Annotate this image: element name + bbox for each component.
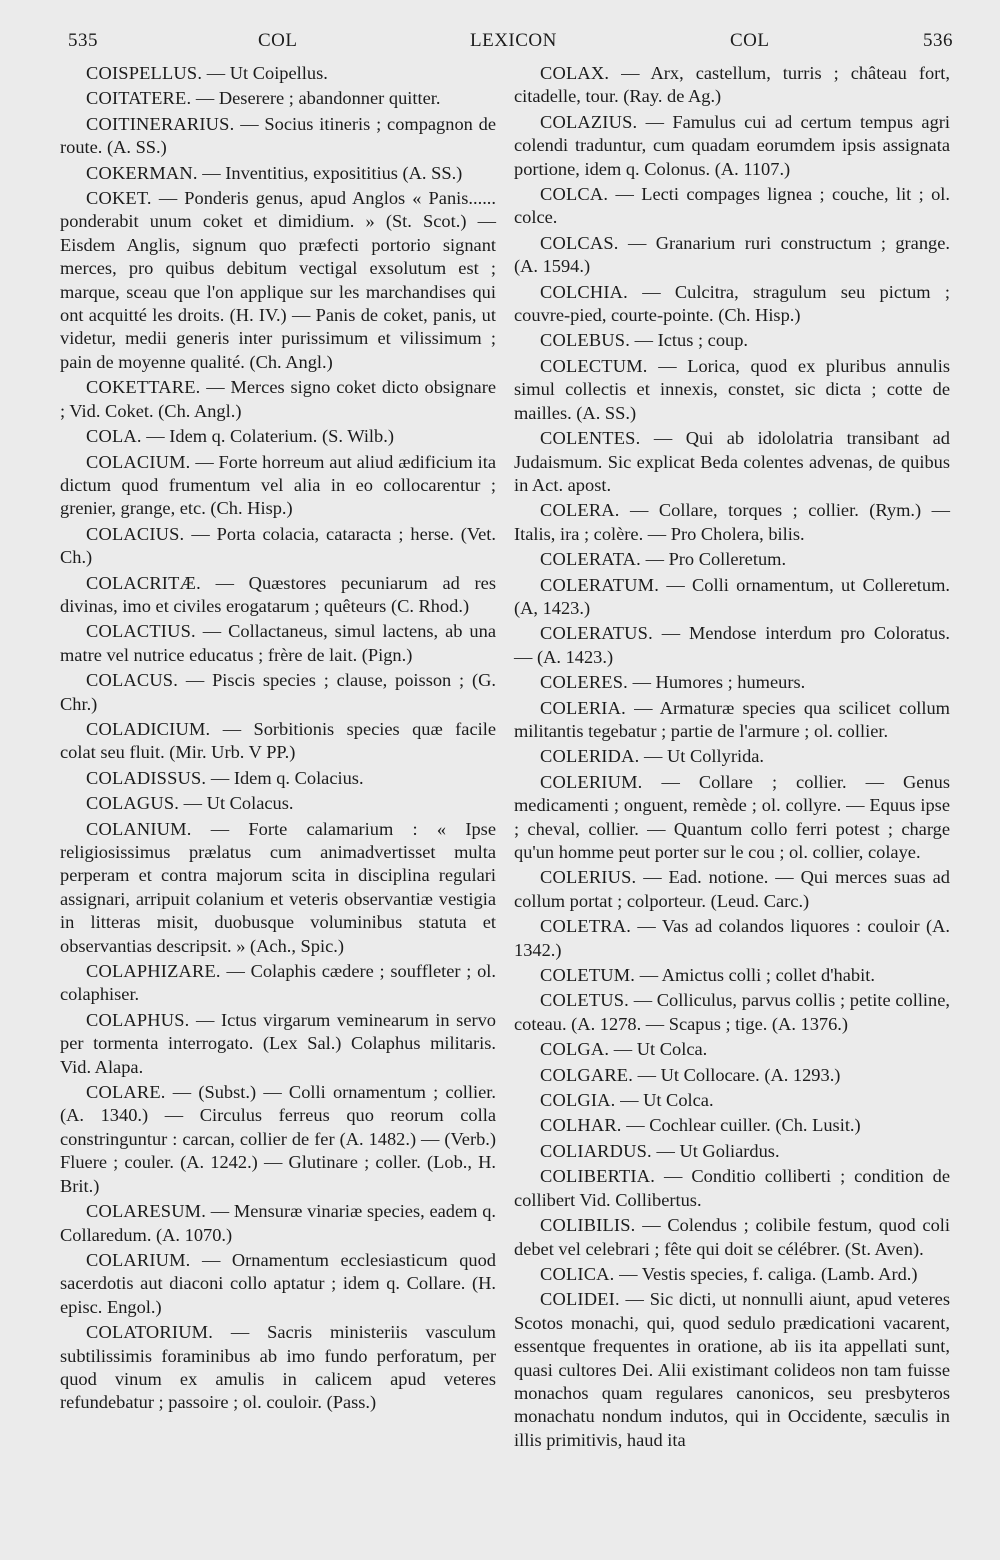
entry-headword: COLERA.: [540, 500, 620, 521]
entry-definition: — Vestis species, f. caliga. (Lamb. Ard.): [619, 1263, 918, 1284]
entry-headword: COLARE.: [86, 1082, 166, 1103]
entry-definition: — Collactaneus, simul lactens, ab una matre vel nutrice educatus ; frère de lait. (Pign.): [60, 621, 496, 665]
dictionary-entry: [514, 866, 950, 913]
entry-definition: — Mendose interdum pro Coloratus. — (A. 1423.): [514, 623, 950, 667]
entry-headword: COLCA.: [540, 184, 609, 205]
dictionary-entry: [514, 1288, 950, 1452]
dictionary-entry: [60, 425, 496, 448]
entry-definition: — Ut Goliardus.: [656, 1140, 780, 1161]
entry-definition: — Pro Colleretum.: [645, 549, 787, 570]
entry-headword: COLAPHUS.: [86, 1009, 190, 1030]
entry-definition: — Forte calamarium : « Ipse religiosissimus prælatus cum animadvertisset multa perperam et contra majorum scita in disciplina regulari assignari, arripuit colanium et veteris observantiæ vestigia in litteras misit, duobusque voluminibus statuta et observantias descripsit. » (Ach., Spic.): [60, 818, 496, 956]
entry-headword: COKET.: [86, 188, 152, 209]
dictionary-entry: [514, 1165, 950, 1212]
dictionary-entry: [60, 87, 496, 110]
entry-definition: — Ponderis genus, apud Anglos « Panis...... ponderabit unum coket et dimidium. » (St. Scot.) — Eisdem Anglis, signum quo præfecti portorio signant merces, pro quibus debitum vectigal exsolutum est ; marque, sceau que l'on applique sur les marchandises qui ont acquitté les droits. (H. IV.) — Panis de coket, panis, ut videtur, medii generis inter purissimum et vilissimum ; pain de moyenne qualité. (Ch. Angl.): [60, 188, 496, 372]
dictionary-entry: [60, 1200, 496, 1247]
entry-definition: — Idem q. Colaterium. (S. Wilb.): [146, 426, 394, 447]
dictionary-entry: [514, 1089, 950, 1112]
dictionary-entry: [60, 1249, 496, 1319]
entry-definition: — Ornamentum ecclesiasticum quod sacerdotis aut diaconi collo aptatur ; idem q. Collare. (H. episc. Engol.): [60, 1249, 496, 1317]
entry-headword: COLETUM.: [540, 965, 636, 986]
dictionary-entry: [514, 183, 950, 230]
entry-definition: — Piscis species ; clause, poisson ; (G. Chr.): [60, 670, 496, 714]
entry-definition: — Collare, torques ; collier. (Rym.) — Italis, ira ; colère. — Pro Cholera, bilis.: [514, 500, 950, 544]
entry-headword: COLETUS.: [540, 990, 629, 1011]
dictionary-entry: [514, 1064, 950, 1087]
dictionary-entry: [514, 964, 950, 987]
entry-headword: COLERIUS.: [540, 867, 637, 888]
dictionary-entry: [514, 62, 950, 109]
entry-definition: — Forte horreum aut aliud ædificium ita dictum quod frumentum vel alia in eo collocarentur ; grenier, grange, etc. (Ch. Hisp.): [60, 451, 496, 519]
entry-definition: — Lorica, quod ex pluribus annulis simul collectis et innexis, constet, sic dicta ; cotte de mailles. (A. SS.): [514, 355, 950, 423]
entry-headword: COLHAR.: [540, 1115, 622, 1136]
entry-definition: — Deserere ; abandonner quitter.: [195, 88, 441, 109]
entry-definition: — Collare ; collier. — Genus medicamenti ; onguent, remède ; ol. collyre. — Equus ipse ; cheval, collier. — Quantum collo ferri potest ; charge qu'un homme peut porter sur le cou ; ol. collier, colaye.: [514, 771, 950, 862]
page-number-left: 535: [68, 30, 98, 51]
dictionary-entry: [514, 548, 950, 571]
dictionary-entry: [60, 818, 496, 958]
entry-definition: — Ut Coipellus.: [206, 63, 328, 83]
entry-definition: — Ut Colca.: [620, 1090, 714, 1111]
entry-definition: — Ut Collocare. (A. 1293.): [637, 1064, 841, 1085]
dictionary-entry: [514, 915, 950, 962]
entry-definition: — Ut Collyrida.: [643, 746, 765, 767]
entry-headword: COITATERE.: [86, 88, 192, 109]
entry-headword: COLERATUS.: [540, 623, 653, 644]
dictionary-entry: [60, 1081, 496, 1198]
dictionary-entry: [514, 232, 950, 279]
dictionary-entry: [514, 771, 950, 865]
entry-headword: COLADISSUS.: [86, 767, 207, 788]
entry-definition: — Amictus colli ; collet d'habit.: [639, 965, 875, 986]
entry-headword: COLETRA.: [540, 916, 631, 937]
entry-definition: — Ut Colca.: [613, 1039, 708, 1060]
entry-headword: COLACIUM.: [86, 451, 191, 472]
running-head-right: COL: [730, 30, 770, 51]
entry-headword: COLACTIUS.: [86, 621, 196, 642]
entry-headword: COLGIA.: [540, 1090, 616, 1111]
dictionary-entry: [60, 669, 496, 716]
entry-definition: — Colendus ; colibile festum, quod coli debet vel celebrari ; fête qui doit se célébrer. (St. Aven).: [514, 1215, 950, 1259]
entry-definition: — Ictus virgarum veminearum in servo per tormenta interrogato. (Lex Sal.) Colaphus militaris. Vid. Alapa.: [60, 1009, 496, 1077]
dictionary-entry: [60, 523, 496, 570]
dictionary-entry: [60, 162, 496, 185]
dictionary-entry: [514, 745, 950, 768]
entry-definition: — Socius itineris ; compagnon de route. (A. SS.): [60, 113, 496, 158]
entry-definition: — Lecti compages lignea ; couche, lit ; ol. colce.: [514, 184, 950, 228]
entry-headword: COKETTARE.: [86, 377, 201, 398]
dictionary-entry: [514, 1038, 950, 1061]
entry-definition: — Famulus cui ad certum tempus agri colendi traduntur, cum quadam eorumdem ipsis assignata portione, idem q. Colonus. (A. 1107.): [514, 111, 950, 179]
entry-headword: COLERIA.: [540, 697, 626, 718]
entry-definition: — Humores ; humeurs.: [632, 672, 806, 693]
dictionary-entry: [514, 1140, 950, 1163]
entry-headword: COLERIUM.: [540, 771, 643, 792]
entry-headword: COLADICIUM.: [86, 718, 211, 739]
dictionary-entry: [514, 355, 950, 425]
dictionary-entry: [60, 572, 496, 619]
entry-definition: — (Subst.) — Colli ornamentum ; collier. (A. 1340.) — Circulus ferreus quo reorum colla constringuntur : carcan, collier de fer (A. 1482.) — (Verb.) Fluere ; couler. (A. 1242.) — Glutinare ; coller. (Lob., H. Brit.): [60, 1082, 496, 1196]
entry-headword: COLARESUM.: [86, 1201, 207, 1222]
page-title: LEXICON: [470, 30, 557, 51]
dictionary-entry: [60, 960, 496, 1007]
entry-headword: COKERMAN.: [86, 162, 198, 183]
entry-headword: COLACRITÆ.: [86, 572, 201, 593]
entry-definition: — Merces signo coket dicto obsignare ; Vid. Coket. (Ch. Angl.): [60, 377, 496, 421]
entry-definition: — Sacris ministeriis vasculum subtilissimis foraminibus ab imo fundo perforatum, per quod vinum ex amulis in calicem apud veteres refundebatur ; passoire ; ol. couloir. (Pass.): [60, 1322, 496, 1413]
entry-headword: COLERES.: [540, 672, 628, 693]
dictionary-entry: [514, 622, 950, 669]
entry-headword: COLEBUS.: [540, 330, 630, 351]
left-column: [60, 62, 496, 1417]
entry-definition: — Colliculus, parvus collis ; petite colline, coteau. (A. 1278. — Scapus ; tige. (A. 1376.): [514, 990, 950, 1034]
entry-headword: COLATORIUM.: [86, 1322, 214, 1343]
entry-definition: — Culcitra, stragulum seu pictum ; couvre-pied, courte-pointe. (Ch. Hisp.): [514, 281, 950, 326]
dictionary-entry: [60, 62, 496, 85]
page-number-right: 536: [923, 30, 953, 51]
entry-definition: — Sorbitionis species quæ facile colat seu fluit. (Mir. Urb. V PP.): [60, 718, 496, 763]
entry-headword: COLA.: [86, 426, 142, 447]
entry-headword: COLGARE.: [540, 1064, 634, 1085]
entry-definition: — Mensuræ vinariæ species, eadem q. Collaredum. (A. 1070.): [60, 1201, 496, 1245]
entry-headword: COLGA.: [540, 1039, 610, 1060]
dictionary-entry: [60, 187, 496, 374]
entry-headword: COLICA.: [540, 1263, 615, 1284]
entry-headword: COLERATA.: [540, 549, 641, 570]
dictionary-entry: [514, 989, 950, 1036]
dictionary-entry: [60, 1009, 496, 1079]
entry-definition: — Conditio colliberti ; condition de collibert Vid. Collibertus.: [514, 1166, 950, 1210]
entry-headword: COLIBERTIA.: [540, 1166, 656, 1187]
dictionary-entry: [514, 1214, 950, 1261]
dictionary-entry: [60, 113, 496, 160]
dictionary-entry: [514, 499, 950, 546]
entry-headword: COITINERARIUS.: [86, 113, 235, 134]
entry-headword: COLENTES.: [540, 428, 641, 449]
dictionary-entry: [514, 281, 950, 328]
entry-definition: — Arx, castellum, turris ; château fort, citadelle, tour. (Ray. de Ag.): [514, 63, 950, 107]
running-head-left: COL: [258, 30, 298, 51]
dictionary-entry: [60, 620, 496, 667]
entry-definition: — Idem q. Colacius.: [210, 767, 364, 788]
dictionary-entry: [514, 671, 950, 694]
entry-headword: COISPELLUS.: [86, 63, 203, 83]
entry-headword: COLACIUS.: [86, 523, 185, 544]
entry-headword: COLANIUM.: [86, 818, 192, 839]
entry-definition: — Sic dicti, ut nonnulli aiunt, apud veteres Scotos monachi, qui, quod sedulo prædicationi vacarent, essentque frequentes in oratione, ab iis ita appellati sunt, quasi cultores Dei. Alii existimant colideos non tam fuisse monachos quam regulares canonicos, seu presbyteros monachatu nondum indutos, qui in Occidente, sæculis in illis primitivis, haud ita: [514, 1289, 950, 1450]
dictionary-entry: [60, 376, 496, 423]
dictionary-entry: [60, 767, 496, 790]
entry-headword: COLCHIA.: [540, 281, 628, 302]
entry-headword: COLAX.: [540, 63, 610, 83]
entry-headword: COLACUS.: [86, 670, 179, 691]
entry-headword: COLIDEI.: [540, 1289, 620, 1310]
entry-headword: COLCAS.: [540, 232, 619, 253]
entry-definition: — Colli ornamentum, ut Colleretum. (A, 1423.): [514, 574, 950, 618]
dictionary-entry: [60, 1321, 496, 1415]
entry-definition: — Colaphis cædere ; souffleter ; ol. colaphiser.: [60, 961, 496, 1005]
dictionary-entry: [60, 718, 496, 765]
entry-headword: COLARIUM.: [86, 1249, 191, 1270]
dictionary-entry: [514, 1114, 950, 1137]
entry-definition: — Ut Colacus.: [183, 793, 294, 814]
entry-definition: — Quæstores pecuniarum ad res divinas, imo et civiles erogatarum ; quêteurs (C. Rhod.): [60, 572, 496, 616]
entry-definition: — Cochlear cuiller. (Ch. Lusit.): [626, 1115, 861, 1136]
dictionary-entry: [60, 451, 496, 521]
dictionary-entry: [514, 574, 950, 621]
entry-definition: — Ead. notione. — Qui merces suas ad collum portat ; colporteur. (Leud. Carc.): [514, 867, 950, 911]
entry-definition: — Granarium ruri constructum ; grange. (A. 1594.): [514, 232, 950, 277]
entry-headword: COLIBILIS.: [540, 1215, 636, 1236]
entry-definition: — Inventitius, exposititius (A. SS.): [202, 162, 463, 183]
entry-headword: COLIARDUS.: [540, 1140, 652, 1161]
dictionary-entry: [514, 329, 950, 352]
dictionary-entry: [514, 427, 950, 497]
entry-definition: — Qui ab idololatria transibant ad Judaismum. Sic explicat Beda colentes advenas, de quibus in Act. apost.: [514, 428, 950, 495]
entry-headword: COLERATUM.: [540, 574, 659, 595]
entry-headword: COLERIDA.: [540, 746, 640, 767]
entry-definition: — Porta colacia, cataracta ; herse. (Vet. Ch.): [60, 523, 496, 568]
entry-headword: COLAGUS.: [86, 793, 180, 814]
dictionary-entry: [514, 697, 950, 744]
entry-definition: — Vas ad colandos liquores : couloir (A. 1342.): [514, 916, 950, 960]
entry-headword: COLAZIUS.: [540, 111, 638, 132]
entry-definition: — Ictus ; coup.: [634, 330, 748, 351]
dictionary-entry: [514, 1263, 950, 1286]
dictionary-entry: [60, 792, 496, 815]
entry-headword: COLECTUM.: [540, 355, 648, 376]
dictionary-entry: [514, 111, 950, 181]
right-column: [514, 62, 950, 1454]
entry-headword: COLAPHIZARE.: [86, 961, 221, 982]
entry-definition: — Armaturæ species qua scilicet collum militantis tegebatur ; partie de l'armure ; ol. collier.: [514, 697, 950, 741]
